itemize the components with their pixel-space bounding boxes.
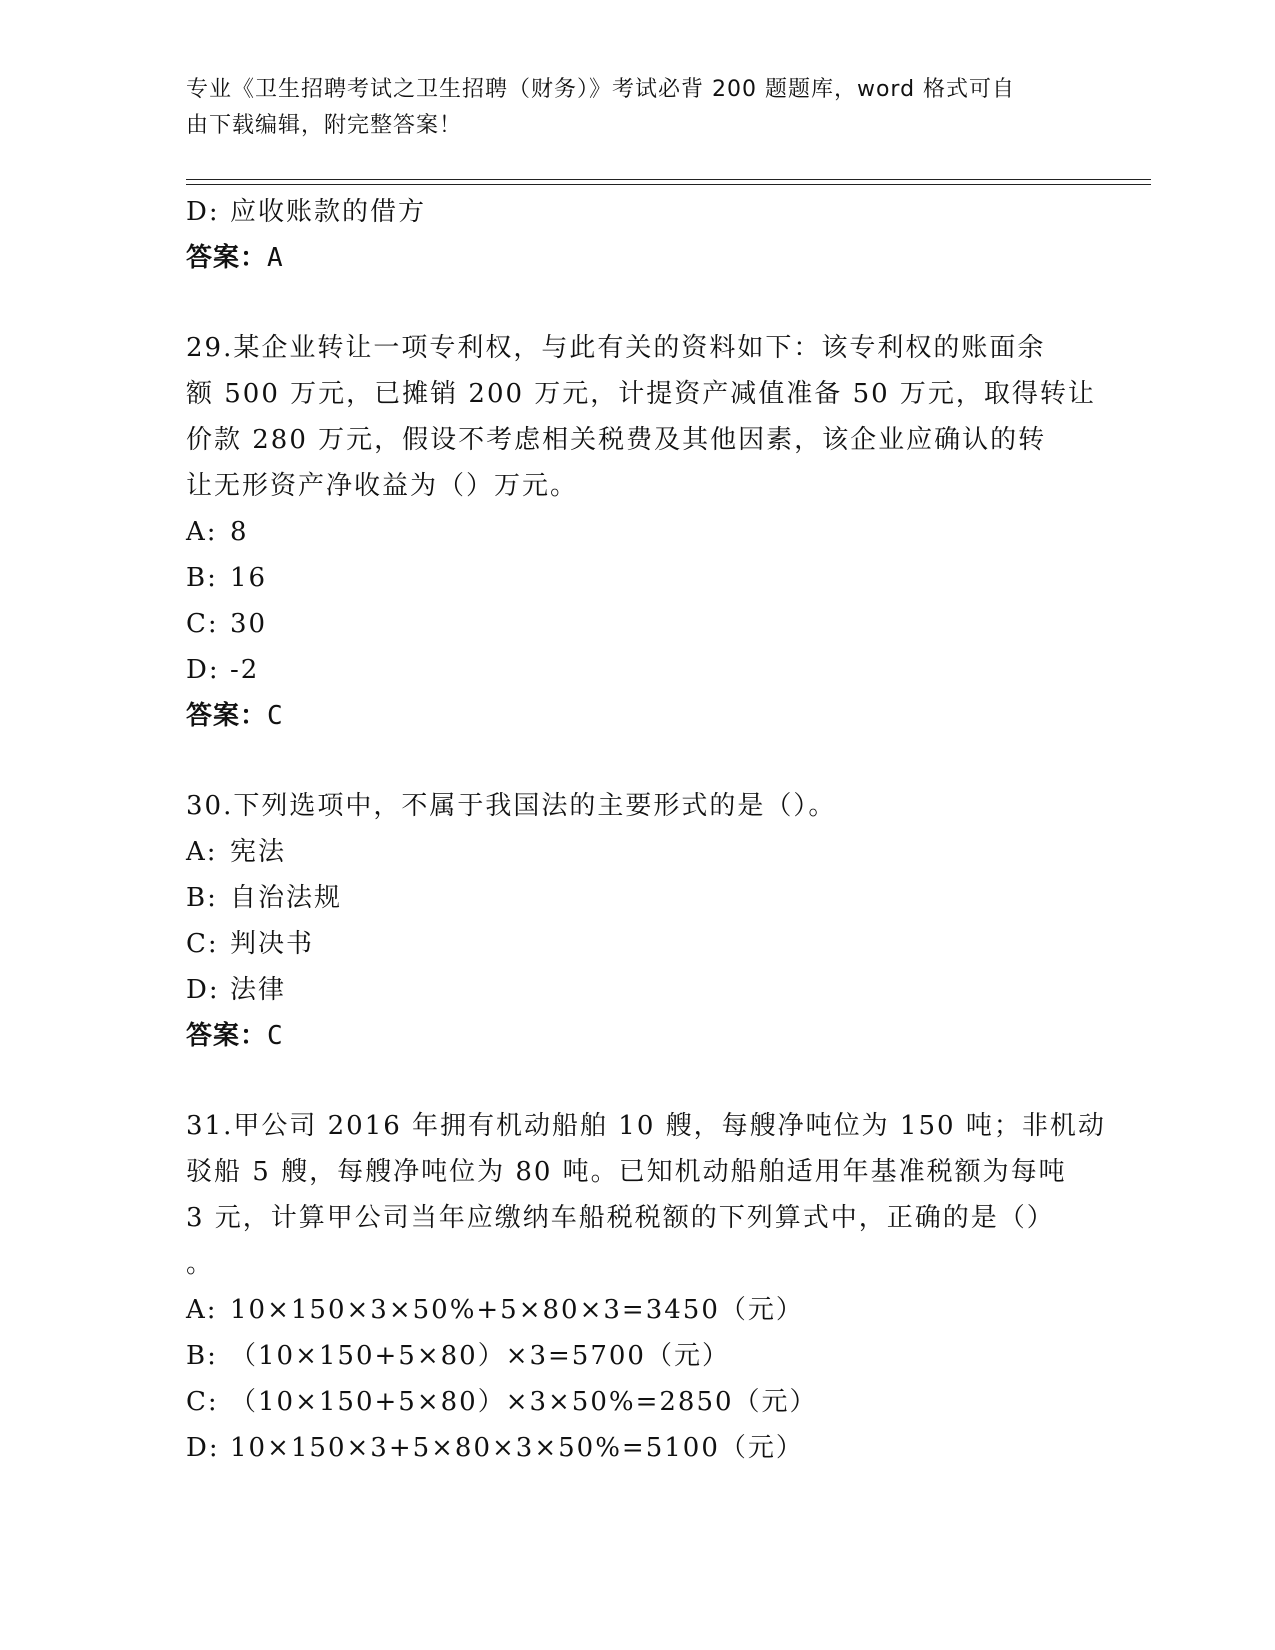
option-text: 判决书: [230, 929, 315, 959]
option-text: 30: [230, 609, 268, 639]
question-stem-line: 3 元，计算甲公司当年应缴纳车船税税额的下列算式中，正确的是（）: [186, 1203, 1055, 1233]
option-label: B:: [186, 563, 218, 593]
question-31: [186, 1103, 1106, 1471]
page-header: [186, 72, 1056, 144]
option-label: A:: [186, 1295, 218, 1325]
option-label: D:: [186, 1433, 220, 1463]
answer-line: [186, 693, 1086, 739]
option-a: [186, 1287, 1086, 1333]
question-stem-line: 额 500 万元，已摊销 200 万元，计提资产减值准备 50 万元，取得转让: [186, 379, 1096, 409]
option-text: 10×150×3+5×80×3×50%=5100（元）: [230, 1433, 804, 1463]
document-body: [186, 189, 1106, 1471]
option-a: [186, 829, 1086, 875]
option-text: 自治法规: [230, 883, 343, 913]
option-label: C:: [186, 1387, 219, 1417]
option-text: -2: [230, 655, 260, 685]
question-stem-line: 驳船 5 艘，每艘净吨位为 80 吨。已知机动船舶适用年基准税额为每吨: [186, 1157, 1067, 1187]
question-stem-line: 31.甲公司 2016 年拥有机动船舶 10 艘，每艘净吨位为 150 吨；非机动: [186, 1111, 1106, 1141]
option-text: （10×150+5×80）×3×50%=2850（元）: [230, 1387, 818, 1417]
header-divider-bottom: [186, 184, 1151, 185]
answer-value: C: [267, 1021, 284, 1051]
answer-value: C: [267, 701, 284, 731]
answer-line: [186, 235, 1086, 281]
option-d: [186, 1425, 1086, 1471]
answer-label: 答案：: [186, 1021, 268, 1051]
option-text: 10×150×3×50%+5×80×3=3450（元）: [230, 1295, 804, 1325]
option-c: [186, 1379, 1086, 1425]
option-label: A:: [186, 837, 218, 867]
option-label: C:: [186, 929, 219, 959]
question-stem-line: 价款 280 万元，假设不考虑相关税费及其他因素，该企业应确认的转: [186, 425, 1047, 455]
option-text: 法律: [230, 975, 287, 1005]
option-d: [186, 967, 1086, 1013]
question-29: [186, 325, 1096, 739]
option-text: （10×150+5×80）×3=5700（元）: [230, 1341, 730, 1371]
option-d: [186, 189, 1086, 235]
option-b: [186, 875, 1086, 921]
option-text: 8: [230, 517, 249, 547]
question-stem-line: 。: [186, 1249, 215, 1279]
option-label: A:: [186, 517, 218, 547]
header-line-2: 由下载编辑，附完整答案！: [186, 113, 463, 138]
option-c: [186, 601, 1086, 647]
header-line-1: 专业《卫生招聘考试之卫生招聘（财务）》考试必背 200 题题库，word 格式可自: [186, 77, 1016, 102]
answer-line: [186, 1013, 1086, 1059]
question-30: [186, 783, 1086, 1059]
option-label: B:: [186, 1341, 218, 1371]
header-divider-top: [186, 179, 1151, 180]
answer-label: 答案：: [186, 701, 268, 731]
option-b: [186, 1333, 1086, 1379]
answer-value: A: [267, 243, 284, 273]
option-b: [186, 555, 1086, 601]
answer-label: 答案：: [186, 243, 268, 273]
option-label: B:: [186, 883, 218, 913]
option-d: [186, 647, 1086, 693]
option-text: 宪法: [230, 837, 287, 867]
option-label: C:: [186, 609, 219, 639]
question-stem-line: 让无形资产净收益为（）万元。: [186, 471, 579, 501]
option-label: D:: [186, 975, 220, 1005]
option-a: [186, 509, 1086, 555]
option-text: 应收账款的借方: [230, 197, 427, 227]
option-label: D:: [186, 655, 220, 685]
option-c: [186, 921, 1086, 967]
question-stem-line: 30.下列选项中，不属于我国法的主要形式的是（）。: [186, 791, 837, 821]
option-text: 16: [230, 563, 268, 593]
option-label: D:: [186, 197, 220, 227]
question-stem-line: 29.某企业转让一项专利权，与此有关的资料如下：该专利权的账面余: [186, 333, 1046, 363]
